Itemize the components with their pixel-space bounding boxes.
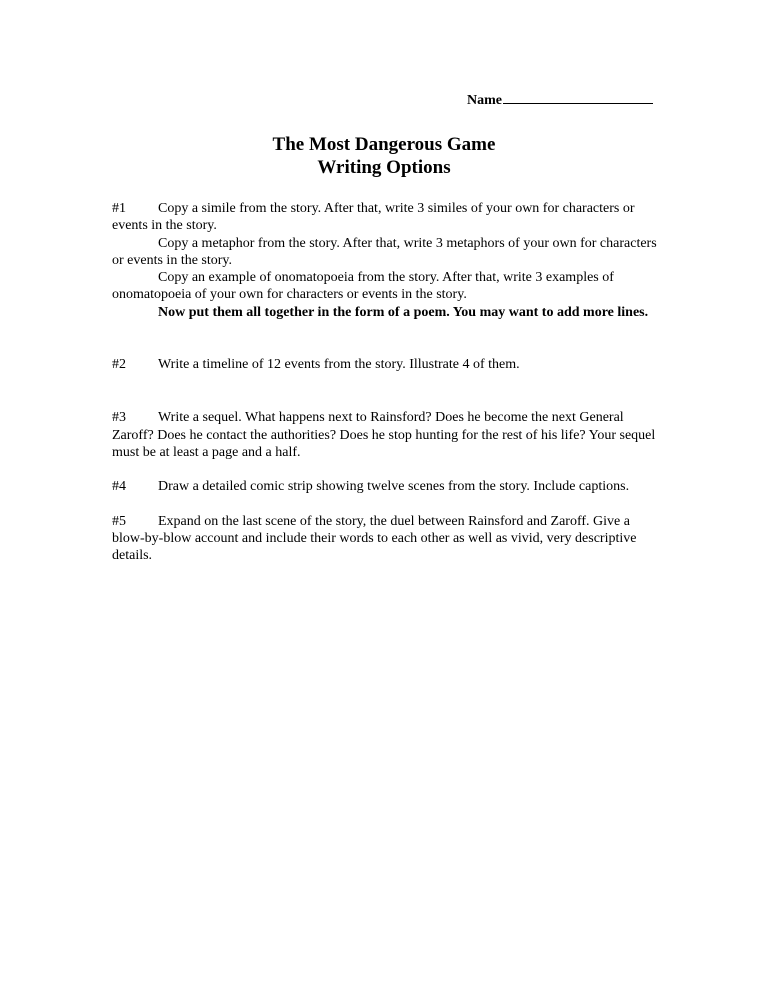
- option-2-text: Write a timeline of 12 events from the story. Illustrate 4 of them.: [158, 357, 520, 373]
- option-4: [112, 478, 660, 495]
- option-2: [112, 356, 660, 373]
- title-line-1: The Most Dangerous Game: [272, 134, 496, 155]
- option-3-text: Write a sequel. What happens next to Rainsford? Does he become the next General Zaroff? Does he contact the authorities? Does he stop hunting for the rest of his life? Your sequel must be at least a page and a half.: [112, 410, 656, 460]
- option-1-simile-text: Copy a simile from the story. After that, write 3 similes of your own for characters or events in the story.: [112, 201, 635, 234]
- option-1-onomatopoeia-text: Copy an example of onomatopoeia from the story. After that, write 3 examples of onomatopoeia of your own for characters or events in the story.: [112, 270, 614, 303]
- option-1: [112, 200, 660, 321]
- options-list: [112, 200, 660, 564]
- option-5-number: #5: [112, 513, 126, 529]
- option-5: [112, 513, 660, 565]
- name-field: [467, 91, 653, 109]
- option-2-number: #2: [112, 357, 126, 373]
- name-label: Name: [467, 93, 502, 108]
- name-blank-line: [503, 91, 653, 104]
- option-5-text: Expand on the last scene of the story, the duel between Rainsford and Zaroff. Give a blow-by-blow account and include their words to each other as well as vivid, very descriptive details.: [112, 513, 637, 564]
- option-4-number: #4: [112, 479, 126, 495]
- option-1-poem-instruction: Now put them all together in the form of a poem. You may want to add more lines.: [158, 304, 649, 320]
- page-title: [0, 133, 768, 179]
- title-line-2: Writing Options: [317, 157, 451, 178]
- option-3: [112, 409, 660, 461]
- option-1-metaphor-text: Copy a metaphor from the story. After that, write 3 metaphors of your own for characters or events in the story.: [112, 235, 657, 268]
- option-3-number: #3: [112, 410, 126, 426]
- option-1-number: #1: [112, 201, 126, 216]
- option-4-text: Draw a detailed comic strip showing twelve scenes from the story. Include captions.: [158, 479, 630, 495]
